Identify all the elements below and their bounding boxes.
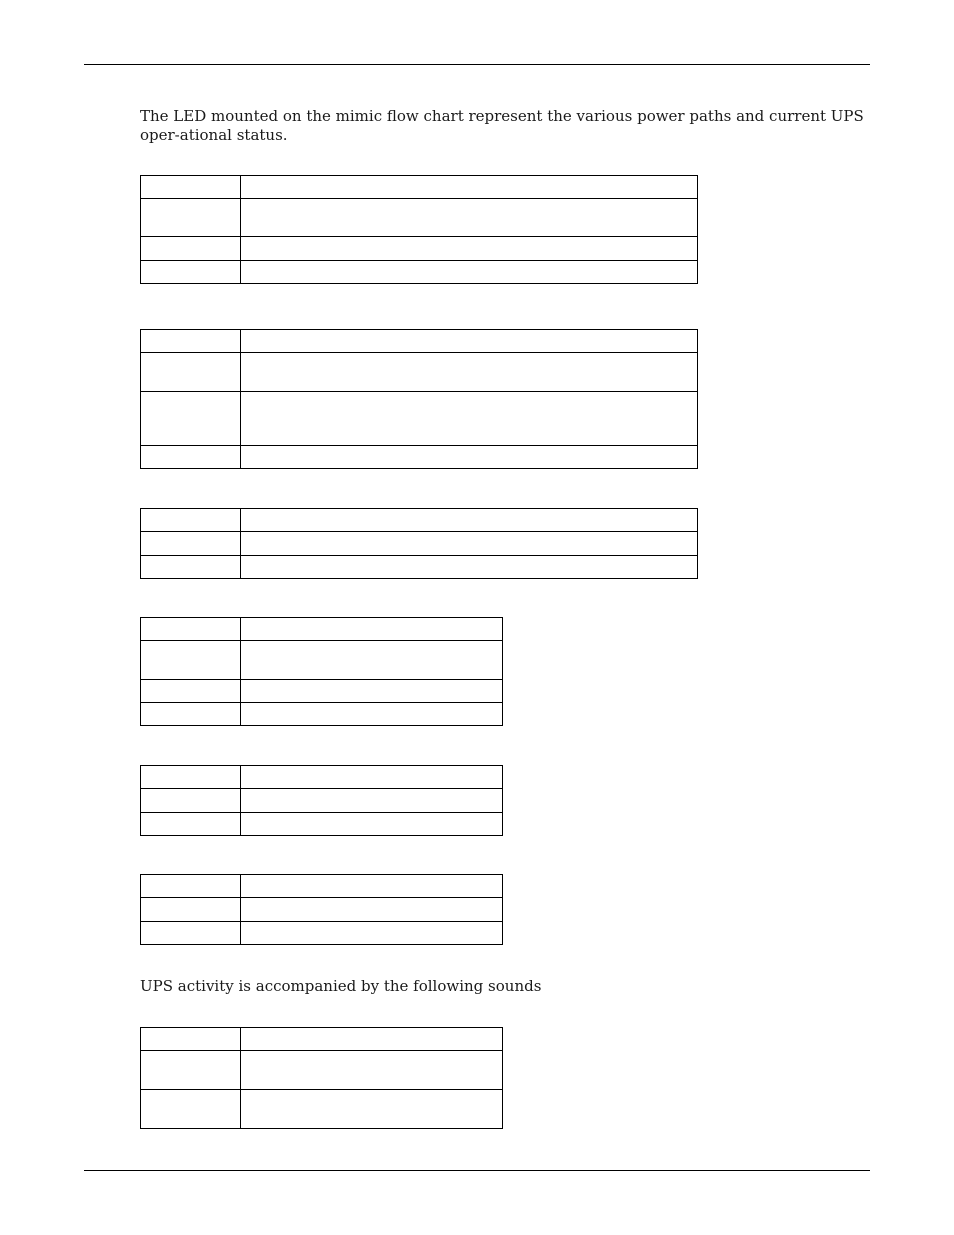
table-row bbox=[141, 1090, 503, 1129]
table-cell bbox=[141, 330, 241, 353]
table-row bbox=[141, 509, 698, 532]
table-row bbox=[141, 261, 698, 284]
table-row bbox=[141, 789, 503, 813]
table-cell bbox=[241, 330, 698, 353]
table-cell bbox=[241, 1028, 503, 1051]
table-row bbox=[141, 618, 503, 641]
table-cell bbox=[241, 532, 698, 556]
led-table-5 bbox=[140, 765, 503, 836]
led-table-4 bbox=[140, 617, 503, 726]
table-cell bbox=[141, 875, 241, 898]
table-cell bbox=[241, 446, 698, 469]
table-cell bbox=[141, 1028, 241, 1051]
table-row bbox=[141, 922, 503, 945]
table-cell bbox=[241, 199, 698, 237]
table-row bbox=[141, 680, 503, 703]
table-row bbox=[141, 1028, 503, 1051]
table-cell bbox=[141, 680, 241, 703]
sound-table bbox=[140, 1027, 503, 1129]
header-rule bbox=[84, 64, 870, 65]
table-cell bbox=[141, 641, 241, 680]
table-cell bbox=[241, 176, 698, 199]
table-cell bbox=[241, 813, 503, 836]
table-cell bbox=[241, 1090, 503, 1129]
table-cell bbox=[141, 813, 241, 836]
table-row bbox=[141, 330, 698, 353]
table-cell bbox=[241, 703, 503, 726]
table-row bbox=[141, 875, 503, 898]
table-cell bbox=[241, 392, 698, 446]
table-cell bbox=[241, 353, 698, 392]
table-cell bbox=[141, 353, 241, 392]
table-row bbox=[141, 813, 503, 836]
led-table-1 bbox=[140, 175, 698, 284]
table-row bbox=[141, 353, 698, 392]
table-cell bbox=[241, 789, 503, 813]
table-cell bbox=[241, 875, 503, 898]
table-cell bbox=[241, 680, 503, 703]
table-row bbox=[141, 532, 698, 556]
table-cell bbox=[141, 176, 241, 199]
table-cell bbox=[241, 509, 698, 532]
table-cell bbox=[241, 261, 698, 284]
footer-rule bbox=[84, 1170, 870, 1171]
table-cell bbox=[241, 237, 698, 261]
table-cell bbox=[141, 199, 241, 237]
table-cell bbox=[241, 641, 503, 680]
table-cell bbox=[141, 1051, 241, 1090]
table-cell bbox=[141, 446, 241, 469]
table-cell bbox=[241, 766, 503, 789]
table-row bbox=[141, 703, 503, 726]
table-cell bbox=[141, 618, 241, 641]
led-table-6 bbox=[140, 874, 503, 945]
table-row bbox=[141, 641, 503, 680]
table-row bbox=[141, 392, 698, 446]
table-cell bbox=[141, 922, 241, 945]
table-cell bbox=[141, 898, 241, 922]
table-cell bbox=[241, 898, 503, 922]
table-cell bbox=[141, 237, 241, 261]
table-cell bbox=[241, 618, 503, 641]
table-cell bbox=[141, 789, 241, 813]
table-cell bbox=[241, 1051, 503, 1090]
table-cell bbox=[141, 1090, 241, 1129]
table-row bbox=[141, 237, 698, 261]
table-cell bbox=[141, 261, 241, 284]
table-row bbox=[141, 766, 503, 789]
intro-paragraph: The LED mounted on the mimic flow chart represent the various power paths and current UPS oper-ational status. bbox=[140, 107, 864, 144]
sounds-paragraph: UPS activity is accompanied by the following sounds bbox=[140, 977, 542, 995]
table-cell bbox=[141, 509, 241, 532]
table-row bbox=[141, 199, 698, 237]
table-cell bbox=[141, 532, 241, 556]
table-row bbox=[141, 556, 698, 579]
table-cell bbox=[141, 392, 241, 446]
led-table-2 bbox=[140, 329, 698, 469]
table-row bbox=[141, 898, 503, 922]
led-table-3 bbox=[140, 508, 698, 579]
table-row bbox=[141, 176, 698, 199]
table-cell bbox=[241, 922, 503, 945]
table-cell bbox=[141, 703, 241, 726]
table-cell bbox=[141, 556, 241, 579]
table-row bbox=[141, 1051, 503, 1090]
table-cell bbox=[241, 556, 698, 579]
table-row bbox=[141, 446, 698, 469]
table-cell bbox=[141, 766, 241, 789]
